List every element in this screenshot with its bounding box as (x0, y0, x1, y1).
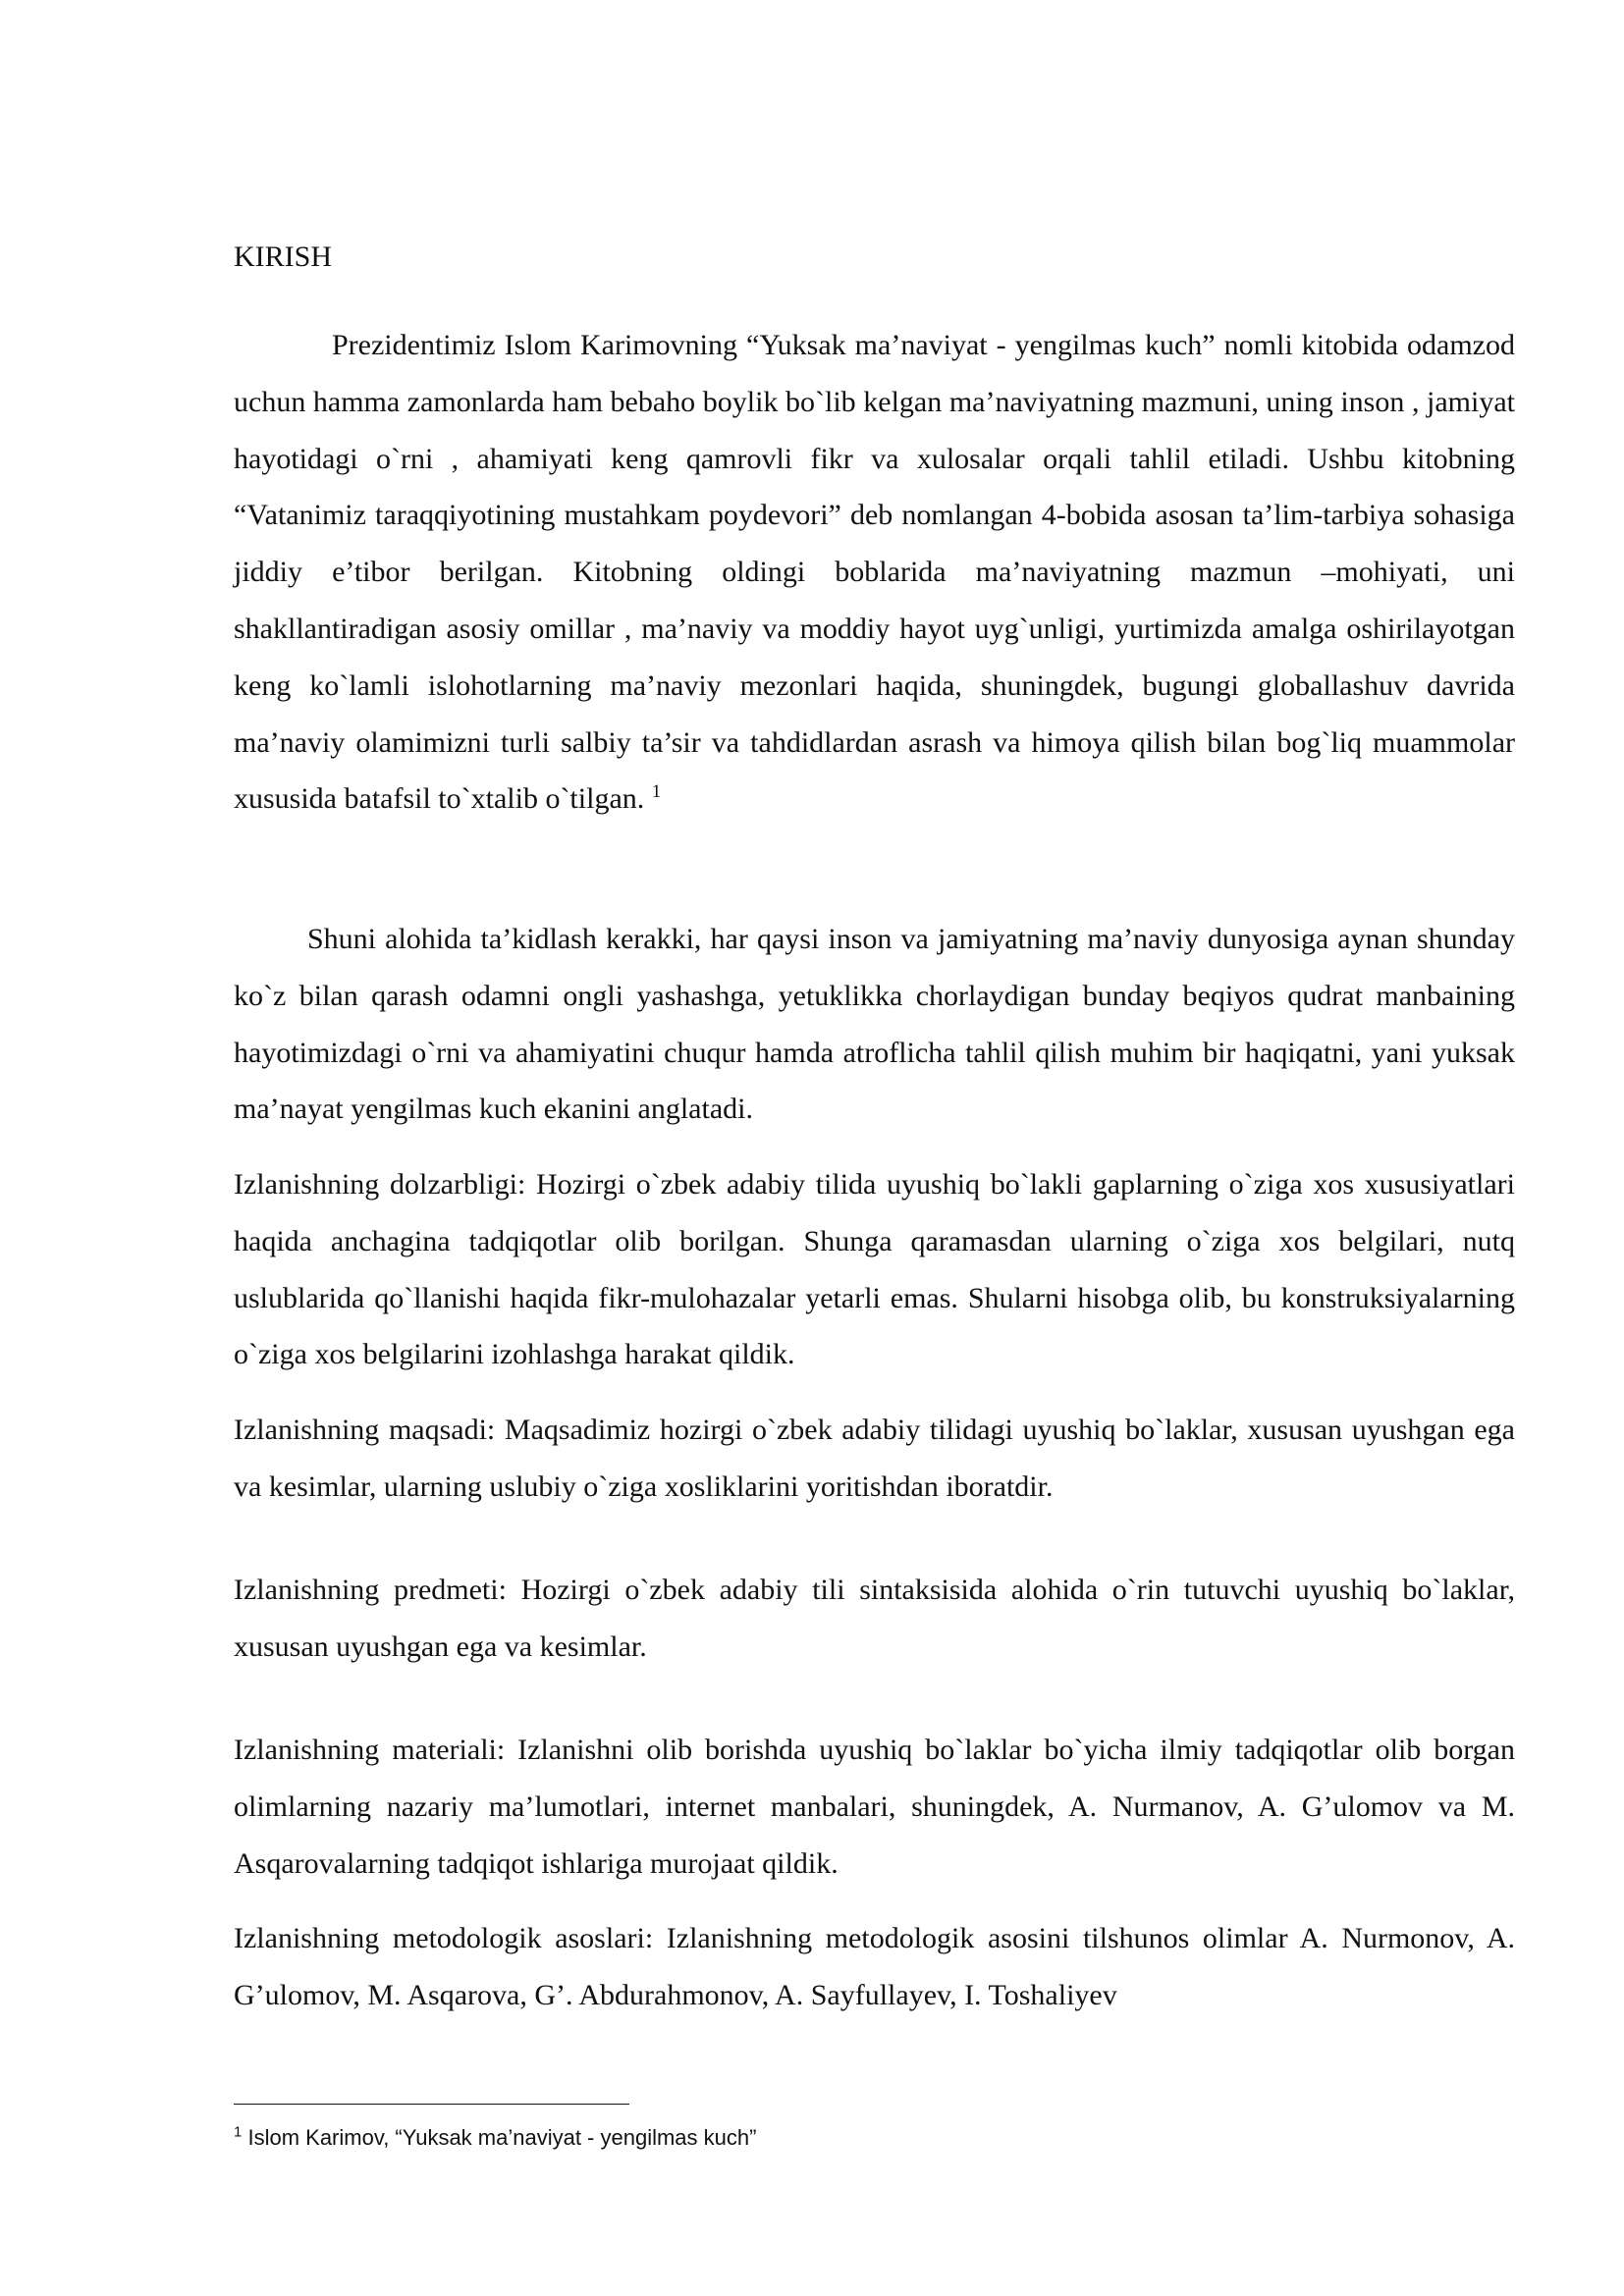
footnote (234, 2123, 756, 2153)
footnote-reference[interactable]: 1 (651, 781, 662, 803)
paragraph-methodology: Izlanishning metodologik asoslari: Izlanishning metodologik asosini tilshunos olimlar A. Nurmonov, A. G’ulomov, M. Asqarova, G’. Abdurahmonov, A. Sayfullayev, I. Toshaliyev (234, 1922, 1515, 2011)
paragraph-emphasis: Shuni alohida ta’kidlash kerakki, har qaysi inson va jamiyatning ma’naviy dunyosiga aynan shunday ko`z bilan qarash odamni ongli yashashga, yetuklikka chorlaydigan bunday beqiyos qudrat manbaining hayotimizdagi o`rni va ahamiyatini chuqur hamda atroflicha tahlil qilish muhim bir haqiqatni, yani yuksak ma’nayat yengilmas kuch ekanini anglatadi. (234, 923, 1515, 1126)
section-heading: KIRISH (234, 240, 333, 273)
footnote-number: 1 (234, 2123, 243, 2141)
footnote-text: Islom Karimov, “Yuksak ma’naviyat - yengilmas kuch” (247, 2125, 757, 2150)
paragraph-relevance: Izlanishning dolzarbligi: Hozirgi o`zbek adabiy tilida uyushiq bo`lakli gaplarning o`ziga xos xususiyatlari haqida anchagina tadqiqotlar olib borilgan. Shunga qaramasdan ularning o`ziga xos belgilari, nutq uslublarida qo`llanishi haqida fikr-mulohazalar yetarli emas. Shularni hisobga olib, bu konstruksiyalarning o`ziga xos belgilarini izohlashga harakat qildik. (234, 1168, 1515, 1371)
paragraph-subject: Izlanishning predmeti: Hozirgi o`zbek adabiy tili sintaksisida alohida o`rin tutuvchi uyushiq bo`laklar, xususan uyushgan ega va kesimlar. (234, 1574, 1515, 1663)
paragraph-introduction (234, 317, 1515, 828)
paragraph-purpose: Izlanishning maqsadi: Maqsadimiz hozirgi o`zbek adabiy tilidagi uyushiq bo`laklar, xususan uyushgan ega va kesimlar, ularning uslubiy o`ziga xosliklarini yoritishdan iboratdir. (234, 1414, 1515, 1503)
footnote-separator (234, 2104, 629, 2105)
paragraph-material: Izlanishning materiali: Izlanishni olib borishda uyushiq bo`laklar bo`yicha ilmiy tadqiqotlar olib borgan olimlarning nazariy ma’lumotlari, internet manbalari, shuningdek, A. Nurmanov, A. G’ulomov va M. Asqarovalarning tadqiqot ishlariga murojaat qildik. (234, 1734, 1515, 1880)
paragraph-text: Prezidentimiz Islom Karimovning “Yuksak ma’naviyat - yengilmas kuch” nomli kitobida odamzod uchun hamma zamonlarda ham bebaho boylik bo`lib kelgan ma’naviyatning mazmuni, uning inson , jamiyat hayotidagi o`rni , ahamiyati keng qamrovli fikr va xulosalar orqali tahlil etiladi. Ushbu kitobning “Vatanimiz taraqqiyotining mustahkam poydevori” deb nomlangan 4-bobida asosan ta’lim-tarbiya sohasiga jiddiy e’tibor berilgan. Kitobning oldingi boblarida ma’naviyatning mazmun –mohiyati, uni shakllantiradigan asosiy omillar , ma’naviy va moddiy hayot uyg`unligi, yurtimizda amalga oshirilayotgan keng ko`lamli islohotlarning ma’naviy mezonlari haqida, shuningdek, bugungi globallashuv davrida ma’naviy olamimizni turli salbiy ta’sir va tahdidlardan asrash va himoya qilish bilan bog`liq muammolar xususida batafsil to`xtalib o`tilgan. (234, 329, 1515, 816)
